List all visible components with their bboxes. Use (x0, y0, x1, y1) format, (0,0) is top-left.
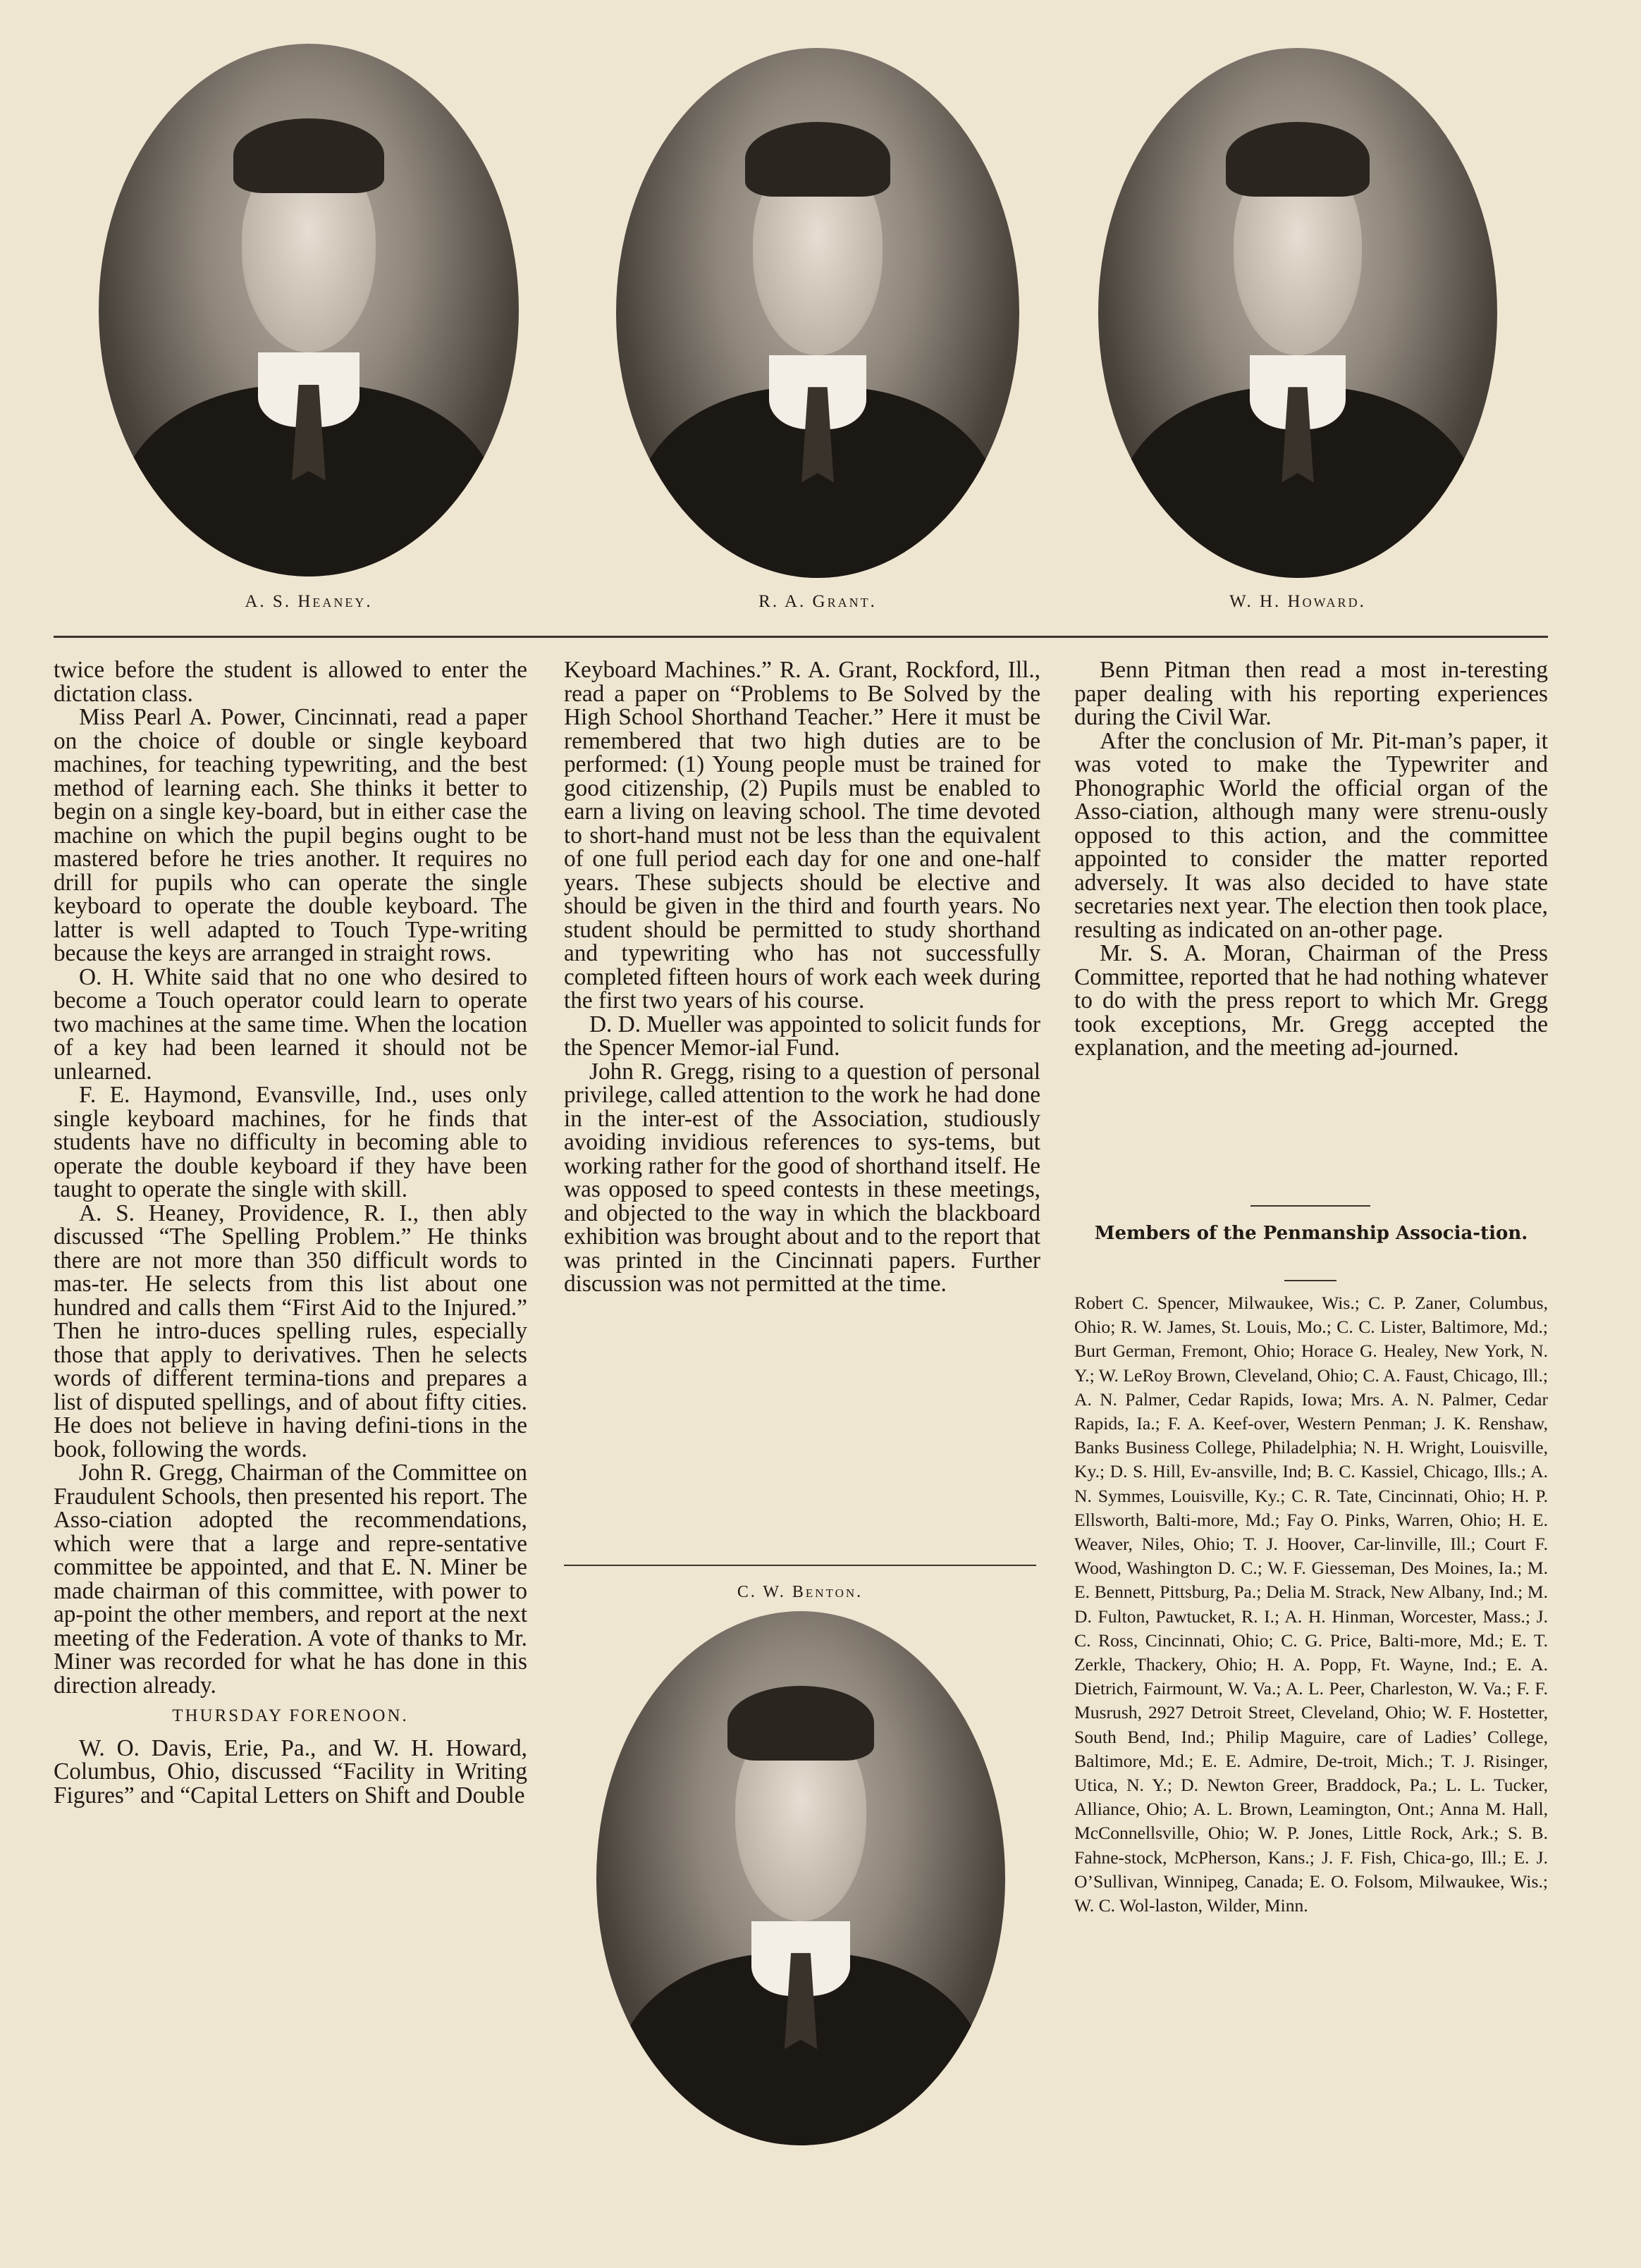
portrait-grant (616, 48, 1019, 578)
col1-paragraph-4: F. E. Haymond, Evansville, Ind., uses only single keyboard machines, for he finds that students have no difficulty in becoming able to operate the double keyboard if they have been taught to operate the single with skill. (54, 1082, 527, 1202)
col1-paragraph-2: Miss Pearl A. Power, Cincinnati, read a paper on the choice of double or single keyboard machines, for teaching typewriting, and the best method of learning each. She thinks it better to begin on a single key-board, but in either case the machine on which the pupil begins ought to be mastered before he tries another. It requires no drill for pupils who can operate the single keyboard to operate the double keyboard. The latter is well adapted to Touch Type-writing because the keys are arranged in straight rows. (54, 704, 527, 966)
caption-benton: C. W. Benton. (737, 1583, 863, 1601)
col2-paragraph-2: D. D. Mueller was appointed to solicit funds for the Spencer Memor-ial Fund. (564, 1011, 1040, 1061)
col1-paragraph-5: A. S. Heaney, Providence, R. I., then ably discussed “The Spelling Problem.” He thinks there are not more than 350 difficult words to mas-ter. He selects from this list about one hundred and calls them “First Aid to the Injured.” Then he intro-duces spelling rules, especially those that apply to derivatives. Then he selects words of different termina-tions and prepares a list of disputed spellings, and of about fifty cities. He does not believe in having defini-tions in the book, following the words. (54, 1200, 527, 1462)
col1-paragraph-1: twice before the student is allowed to enter the dictation class. (54, 657, 527, 707)
portrait-howard (1098, 48, 1497, 578)
col1-paragraph-6: John R. Gregg, Chairman of the Committee on Fraudulent Schools, then presented his report. The Asso-ciation adopted the recommendations, which were that a large and repre-sentative committee be appointed, and that E. N. Miner be made chairman of this committee, with power to ap-point the other members, and report at the next meeting of the Federation. A vote of thanks to Mr. Miner was recorded for what he has done in this direction already. (54, 1460, 527, 1699)
caption-howard: W. H. Howard. (1229, 592, 1366, 611)
caption-heaney: A. S. Heaney. (245, 592, 373, 611)
column-3 (1074, 658, 1548, 1060)
col1-paragraph-7: W. O. Davis, Erie, Pa., and W. H. Howard, Columbus, Ohio, discussed “Facility in Writing Figures” and “Capital Letters on Shift and Double (54, 1734, 527, 1808)
members-heading: Members of the Penmanship Associa-tion. (1094, 1223, 1528, 1244)
members-list: Robert C. Spencer, Milwaukee, Wis.; C. P. Zaner, Columbus, Ohio; R. W. James, St. Louis, Mo.; C. C. Lister, Baltimore, Md.; Burt German, Fremont, Ohio; Horace G. Healey, New York, N. Y.; W. LeRoy Brown, Cleveland, Ohio; C. A. Faust, Chicago, Ill.; A. N. Palmer, Cedar Rapids, Iowa; Mrs. A. N. Palmer, Cedar Rapids, Ia.; F. A. Keef-over, Western Penman; J. K. Renshaw, Banks Business College, Philadelphia; N. H. Wright, Louisville, Ky.; D. S. Hill, Ev-ansville, Ind; B. C. Kassiel, Chicago, Ills.; A. N. Symmes, Louisville, Ky.; C. R. Tate, Cincinnati, Ohio; H. P. Ellsworth, Balti-more, Md.; Fay O. Pinks, Warren, Ohio; H. E. Weaver, Niles, Ohio; T. J. Hoover, Car-linville, Ill.; Court F. Wood, Washington D. C.; W. F. Giesseman, Des Moines, Ia.; M. E. Bennett, Pittsburg, Pa.; Delia M. Strack, New Albany, Ind.; M. D. Fulton, Pawtucket, R. I.; A. H. Hinman, Worcester, Mass.; J. C. Ross, Cincinnati, Ohio; C. G. Price, Balti-more, Md.; E. T. Zerkle, Thackery, Ohio; H. A. Popp, Ft. Wayne, Ind.; E. A. Dietrich, Fairmount, W. Va.; A. L. Peer, Charleston, W. Va.; F. F. Musrush, 2927 Detroit Street, Cleveland, Ohio; W. F. Hostetter, South Bend, Ind.; Philip Maguire, care of Ladies’ College, Baltimore, Md.; E. E. Admire, De-troit, Mich.; T. J. Risinger, Utica, N. Y.; D. Newton Greer, Braddock, Pa.; L. L. Tucker, Alliance, Ohio; A. L. Brown, Leamington, Ont.; Anna M. Hall, McConnellsville, Ohio; W. P. Jones, Little Rock, Ark.; S. B. Fahne-stock, McPherson, Kans.; J. F. Fish, Chica-go, Ill.; E. J. O’Sullivan, Winnipeg, Canada; E. O. Folsom, Milwaukee, Wis.; W. C. Wol-laston, Wilder, Minn. (1074, 1293, 1548, 1916)
column-2 (564, 658, 1040, 1296)
members-bottom-rule (1284, 1280, 1336, 1281)
members-top-rule (1250, 1205, 1370, 1207)
col3-paragraph-1: Benn Pitman then read a most in-teresting paper dealing with his reporting experiences during the Civil War. (1074, 657, 1548, 730)
portrait-heaney (99, 44, 519, 577)
col3-paragraph-2: After the conclusion of Mr. Pit-man’s paper, it was voted to make the Typewriter and Phonographic World the official organ of the Asso-ciation, although many were strenu-ously opposed to this action, and the committee appointed to consider the matter reported adversely. It was also decided to have state secretaries next year. The election then took place, resulting as indicated on an-other page. (1074, 727, 1548, 943)
column-1 (54, 658, 527, 1807)
caption-grant: R. A. Grant. (758, 592, 877, 611)
thursday-forenoon-heading: THURSDAY FORENOON. (172, 1706, 409, 1725)
col1-paragraph-3: O. H. White said that no one who desired to become a Touch operator could learn to operate two machines at the same time. When the location of a key had been learned it should not be unlearned. (54, 963, 527, 1085)
col2-divider (564, 1565, 1036, 1566)
portrait-benton (596, 1611, 1005, 2145)
col3-paragraph-3: Mr. S. A. Moran, Chairman of the Press Committee, reported that he had nothing whatever to do with the press report to which Mr. Gregg took exceptions, Mr. Gregg accepted the explanation, and the meeting ad-journed. (1074, 940, 1548, 1061)
top-divider (54, 636, 1548, 638)
col2-paragraph-3: John R. Gregg, rising to a question of personal privilege, called attention to the work he had done in the inter-est of the Association, studiously avoiding invidious references to sys-tems, but working rather for the good of shorthand itself. He was opposed to speed contests in these meetings, and objected to the way in which the blackboard exhibition was brought about and to the report that was printed in the Cincinnati papers. Further discussion was not permitted at the time. (564, 1058, 1040, 1297)
col2-paragraph-1: Keyboard Machines.” R. A. Grant, Rockford, Ill., read a paper on “Problems to Be Solved by the High School Shorthand Teacher.” Here it must be remembered that two high duties are to be performed: (1) Young people must be trained for good citizenship, (2) Pupils must be enabled to earn a living on leaving school. The time devoted to short-hand must not be less than the equivalent of one full period each day for one and one-half years. These subjects should be elective and should be given in the third and fourth years. No student should be permitted to study shorthand and typewriting who has not successfully completed fifteen hours of work each week during the first two years of his course. (564, 657, 1040, 1013)
